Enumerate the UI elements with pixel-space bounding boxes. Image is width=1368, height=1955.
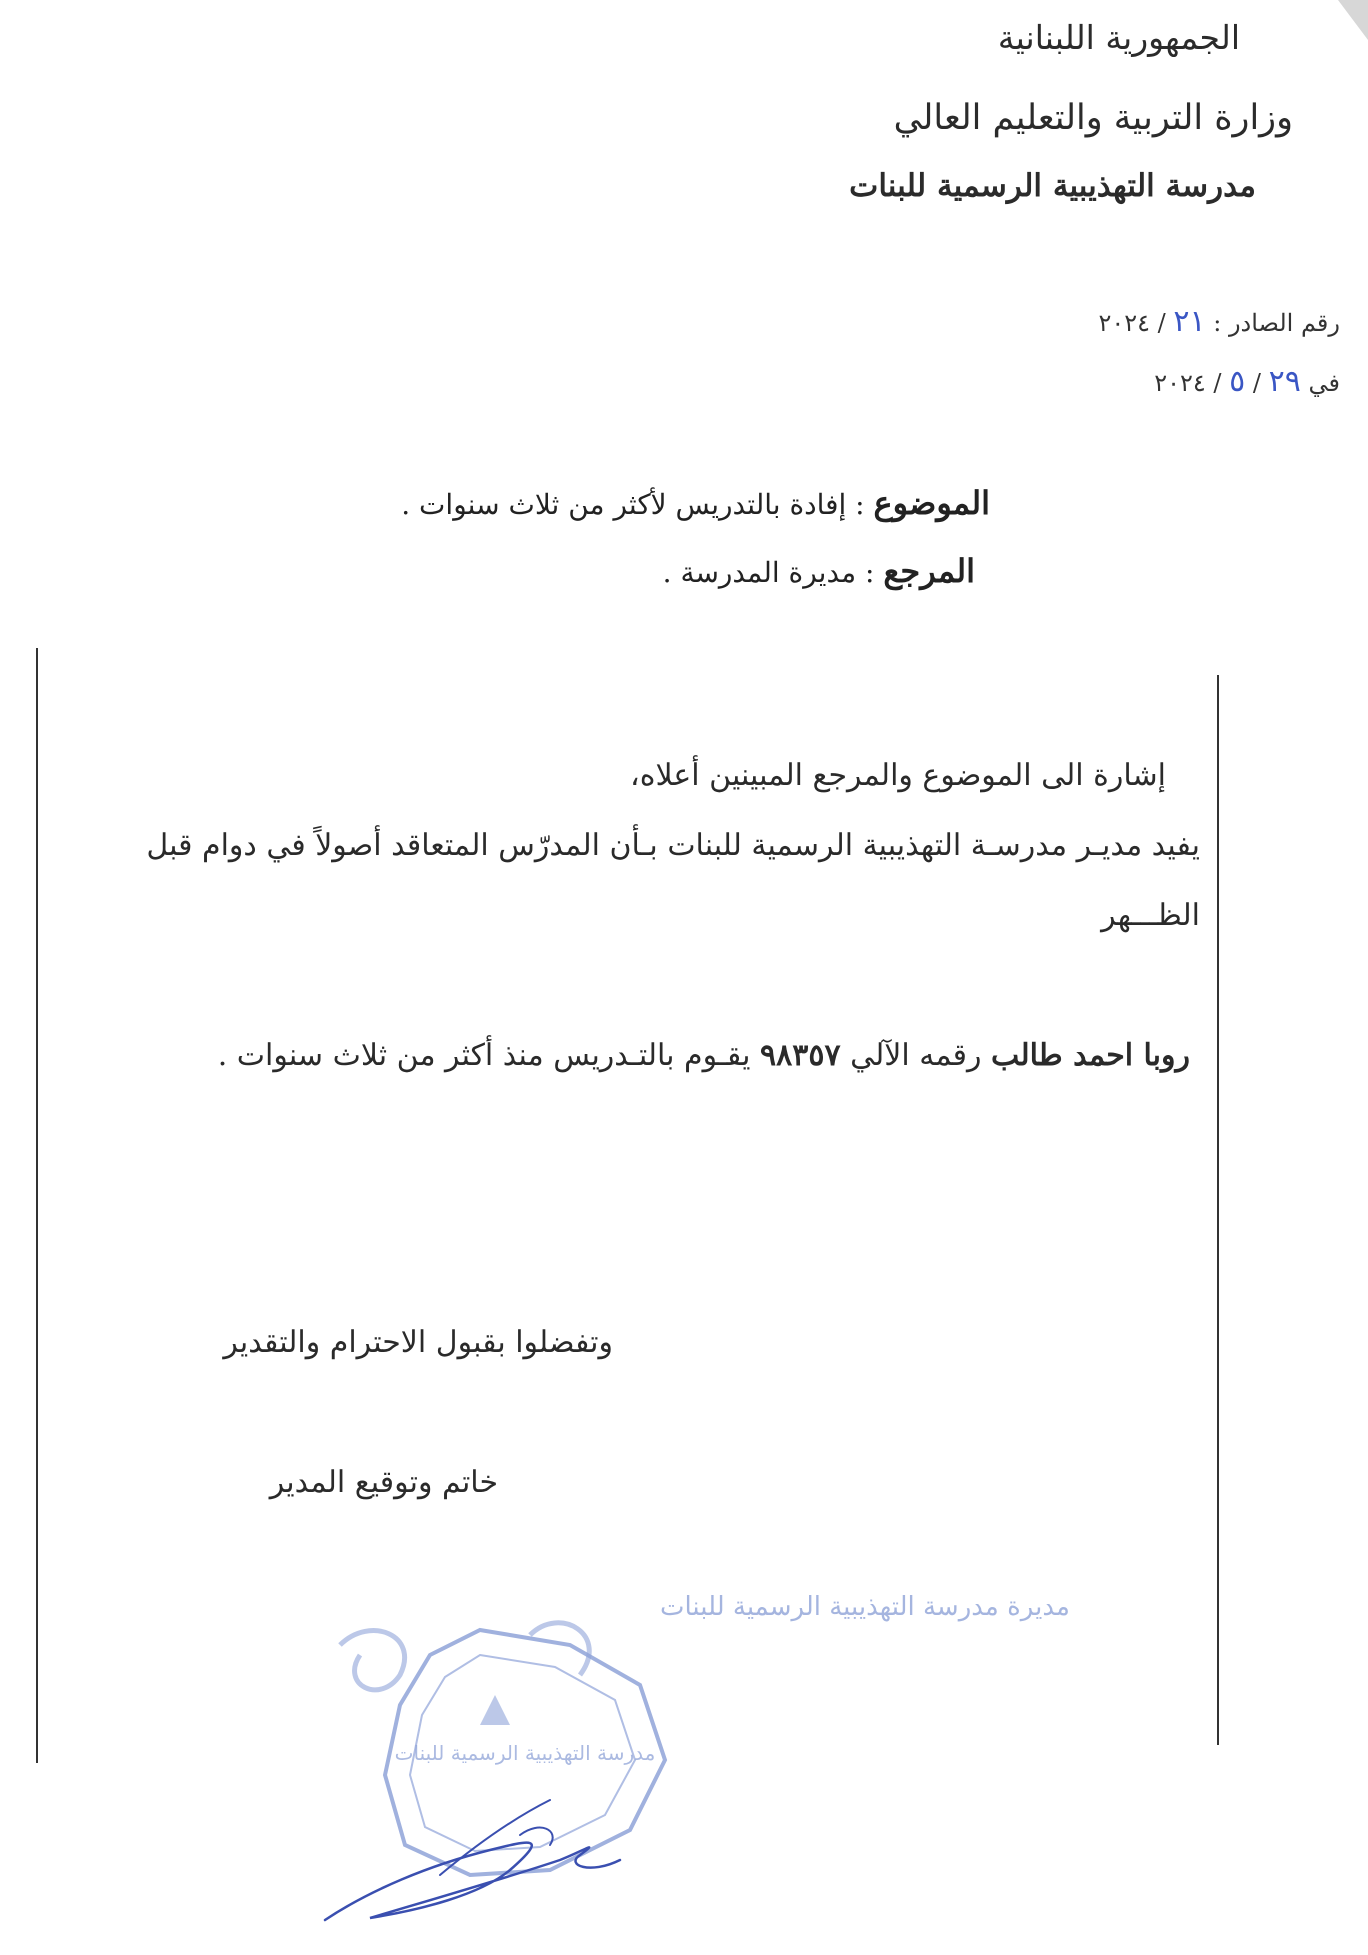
- republic-title: الجمهورية اللبنانية: [997, 18, 1240, 57]
- outgoing-label: رقم الصادر :: [1213, 309, 1340, 337]
- right-margin-line: [1217, 675, 1219, 1745]
- school-title: مدرسة التهذيبية الرسمية للبنات: [849, 168, 1256, 204]
- ministry-title: وزارة التربية والتعليم العالي: [893, 98, 1293, 138]
- date-row: في ٢٩ / ٥ / ٢٠٢٤: [1154, 364, 1340, 399]
- date-year: ٢٠٢٤: [1154, 369, 1206, 397]
- outgoing-year: / ٢٠٢٤: [1098, 309, 1166, 337]
- outgoing-number: ٢١: [1173, 304, 1206, 339]
- body-line-2: يفيد مديـر مدرسـة التهذيبية الرسمية للبنات بـأن المدرّس المتعاقد أصولاً في دوام قبل: [146, 828, 1200, 863]
- body-line-1: إشارة الى الموضوع والمرجع المبينين أعلاه،: [630, 758, 1166, 793]
- id-label: رقمه الآلي: [850, 1038, 982, 1073]
- reference-label: المرجع: [883, 552, 975, 590]
- id-number: ٩٨٣٥٧: [759, 1038, 841, 1073]
- stamp-inner-text: مدرسة التهذيبية الرسمية للبنات: [394, 1741, 656, 1765]
- director-signature: [310, 1780, 660, 1930]
- body-line-4: [218, 1038, 1190, 1073]
- signature-label: خاتم وتوقيع المدير: [269, 1465, 498, 1500]
- stamp-text: مديرة مدرسة التهذيبية الرسمية للبنات: [660, 1592, 1070, 1622]
- date-month: ٥: [1229, 364, 1246, 399]
- body-line-4-rest: يقـوم بالتـدريس منذ أكثر من ثلاث سنوات .: [217, 1038, 751, 1073]
- subject-line: [401, 484, 990, 522]
- body-line-3: الظـــهر: [1101, 898, 1200, 933]
- reference-line: [663, 552, 975, 590]
- date-label: في: [1308, 369, 1340, 397]
- left-margin-line: [36, 648, 38, 1763]
- teacher-name: روبا احمد طالب: [991, 1038, 1190, 1073]
- reference-text: : مديرة المدرسة .: [662, 556, 875, 589]
- subject-label: الموضوع: [873, 484, 990, 522]
- subject-text: : إفادة بالتدريس لأكثر من ثلاث سنوات .: [401, 488, 865, 521]
- outgoing-number-row: [1098, 304, 1340, 339]
- scan-corner-mark: [1338, 0, 1368, 40]
- closing-regards: وتفضلوا بقبول الاحترام والتقدير: [223, 1325, 613, 1360]
- date-day: ٢٩: [1268, 364, 1301, 399]
